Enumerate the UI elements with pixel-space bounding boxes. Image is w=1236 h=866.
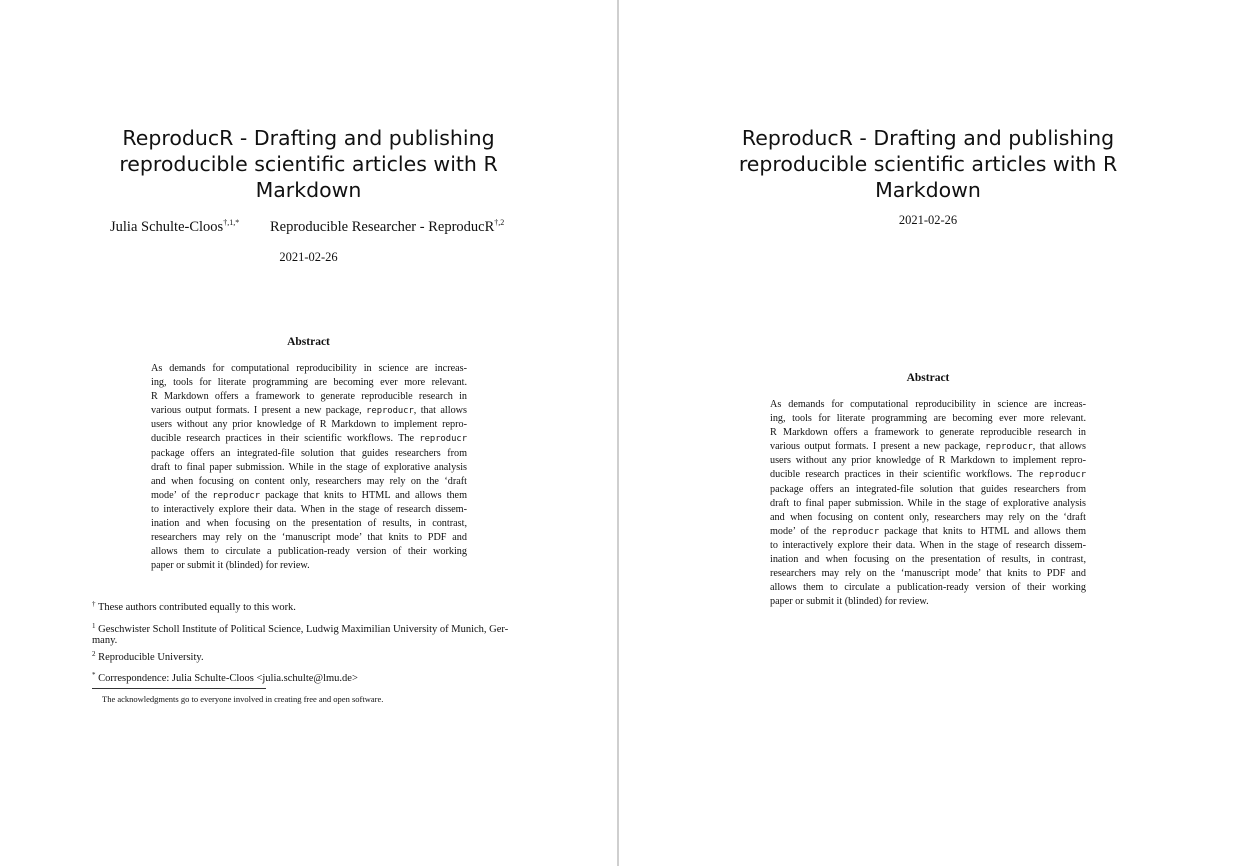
abstract-line: ducible research practices in their scientific workflows. The reproducr — [770, 469, 1086, 481]
footnote-text: Reproducible University. — [98, 652, 204, 663]
acknowledgment-text: The acknowledgments go to everyone involved in creating free and open software. — [102, 694, 384, 704]
title-line: Markdown — [255, 178, 362, 202]
abstract-line: mode’ of the reproducr package that knits to HTML and allows them — [770, 525, 1086, 537]
footnote-text: Correspondence: Julia Schulte-Cloos <julia.schulte@lmu.de> — [98, 673, 358, 684]
footnote-mark: † — [92, 600, 96, 608]
paper-date: 2021-02-26 — [279, 250, 338, 264]
title-line: reproducible scientific articles with R — [738, 152, 1118, 176]
abstract-heading: Abstract — [287, 336, 330, 348]
footnote — [92, 669, 358, 686]
abstract-line: allows them to circulate a publication-ready version of their working — [151, 546, 467, 558]
abstract-line: package offers an integrated-file solution that guides researchers from — [770, 483, 1086, 495]
paper-date: 2021-02-26 — [898, 213, 958, 227]
abstract-line: draft to final paper submission. While in the stage of explorative analysis — [770, 497, 1086, 509]
abstract-line: to interactively explore their data. When in the stage of research dissem- — [770, 539, 1086, 551]
author-marks: †,2 — [494, 218, 505, 227]
abstract-line: As demands for computational reproducibility in science are increas- — [770, 399, 1086, 410]
abstract-line: users without any prior knowledge of R Markdown to implement repro- — [151, 419, 467, 431]
abstract-heading: Abstract — [906, 372, 950, 384]
author-name: Julia Schulte-Cloos — [110, 219, 224, 235]
package-name: reproducr — [419, 434, 467, 445]
footnote — [92, 648, 204, 665]
abstract-line: various output formats. I present a new package, reproducr, that allows — [770, 441, 1086, 453]
document-page-left — [0, 0, 617, 866]
abstract-line: researchers may rely on the ‘manuscript mode’ that knits to PDF and — [770, 568, 1086, 580]
package-name: reproducr — [831, 526, 880, 537]
footnote-rule — [92, 688, 266, 689]
package-name: reproducr — [985, 442, 1033, 453]
abstract-line: to interactively explore their data. When in the stage of research dissem- — [151, 503, 467, 515]
abstract-body — [151, 362, 467, 573]
abstract-line: paper or submit it (blinded) for review. — [151, 560, 310, 572]
abstract-line: allows them to circulate a publication-ready version of their working — [770, 582, 1086, 594]
abstract-line: and when focusing on content only, researchers may rely on the ‘draft — [151, 475, 467, 487]
abstract-line: package offers an integrated-file solution that guides researchers from — [151, 447, 467, 459]
footnote — [92, 620, 508, 637]
abstract-line: researchers may rely on the ‘manuscript mode’ that knits to PDF and — [151, 532, 467, 544]
footnote-text: These authors contributed equally to this work. — [97, 602, 296, 613]
package-name: reproducr — [1038, 470, 1086, 481]
abstract-body — [770, 398, 1086, 609]
page-divider — [617, 0, 619, 866]
title-line: ReproducR - Drafting and publishing — [741, 126, 1115, 150]
abstract-line: ing, tools for literate programming are becoming ever more relevant. — [151, 377, 467, 389]
document-page-right — [620, 0, 1236, 866]
footnote-mark: * — [92, 671, 96, 679]
abstract-line: draft to final paper submission. While in the stage of explorative analysis — [151, 461, 467, 473]
package-name: reproducr — [212, 490, 261, 501]
abstract-line: ing, tools for literate programming are becoming ever more relevant. — [770, 413, 1086, 425]
paper-title — [0, 125, 617, 203]
author-name: Reproducible Researcher - ReproducR — [270, 219, 495, 235]
abstract-line: R Markdown offers a framework to generate reproducible research in — [770, 427, 1086, 439]
footnote — [92, 598, 296, 615]
footnote — [92, 634, 117, 648]
author-entry — [270, 218, 504, 236]
paper-title — [620, 125, 1236, 203]
footnote-text: Geschwister Scholl Institute of Political Science, Ludwig Maximilian University of Munich, Ger- — [98, 624, 509, 635]
title-line: ReproducR - Drafting and publishing — [122, 126, 495, 150]
abstract-line: users without any prior knowledge of R Markdown to implement repro- — [770, 455, 1086, 467]
footnote-mark: 2 — [92, 650, 96, 658]
footnote-text: many. — [92, 635, 118, 646]
author-marks: †,1,* — [223, 218, 240, 227]
abstract-line: ducible research practices in their scientific workflows. The reproducr — [151, 433, 467, 445]
abstract-line: ination and when focusing on the presentation of results, in contrast, — [151, 518, 467, 530]
footnote-mark: 1 — [92, 622, 96, 630]
package-name: reproducr — [366, 406, 414, 417]
author-entry — [110, 218, 239, 236]
title-line: Markdown — [875, 178, 981, 202]
abstract-line: As demands for computational reproducibility in science are increas- — [151, 363, 467, 374]
title-line: reproducible scientific articles with R — [119, 152, 498, 176]
abstract-line: various output formats. I present a new package, reproducr, that allows — [151, 405, 467, 417]
abstract-line: mode’ of the reproducr package that knits to HTML and allows them — [151, 489, 467, 501]
abstract-line: R Markdown offers a framework to generate reproducible research in — [151, 391, 467, 403]
abstract-line: ination and when focusing on the presentation of results, in contrast, — [770, 554, 1086, 566]
abstract-line: paper or submit it (blinded) for review. — [770, 596, 929, 608]
abstract-line: and when focusing on content only, researchers may rely on the ‘draft — [770, 511, 1086, 523]
